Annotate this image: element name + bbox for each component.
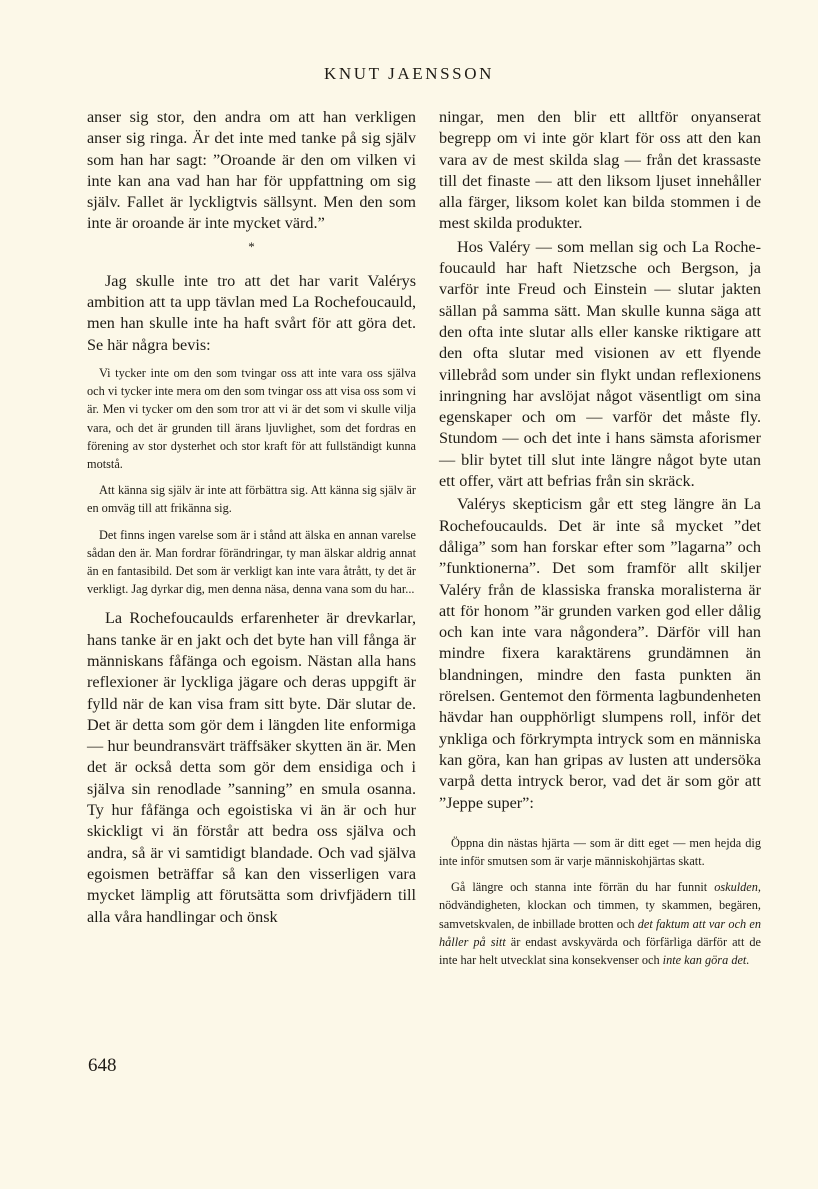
left-column xyxy=(87,107,416,928)
quote-text: är endast avskyvärda och förfärliga därför att de inte har helt utvecklat sina konsekvenser och xyxy=(439,934,761,968)
italic-phrase: inte kan göra det. xyxy=(662,953,750,968)
running-head: KNUT JAENSSON xyxy=(324,64,494,83)
italic-phrase: oskulden, xyxy=(714,880,761,895)
block-quote xyxy=(439,878,761,969)
right-column xyxy=(439,107,761,977)
paragraph: anser sig stor, den andra om att han verkligen anser sig ringa. Är det inte med tanke på sig själv som han har sagt: ”Oroande är den om vilken vi inte kan ana vad han har för uppfattning om sig själv. Fallet är lyckligtvis sällsynt. Men den som inte är oroande är inte mycket värd.” xyxy=(87,108,416,233)
block-quote: Det finns ingen varelse som är i stånd att älska en annan varelse sådan den är. Man fordrar förändringar, ty man älskar aldrig annat än en fantasibild. Det som är verkligt kan inte vara åtrått, ty det är verkligt. Jag dyrkar dig, men denna näsa, denna vana som du har... xyxy=(87,527,416,597)
paragraph: ningar, men den blir ett alltför onyanserat begrepp om vi inte gör klart för oss att den kan vara av de mest skilda slag — från det krassaste till det finaste — att den liksom ljuset innehåller alla färger, liksom kolet kan bilda stommen i de mest skilda produkter. xyxy=(439,108,761,233)
page-number: 648 xyxy=(88,1055,117,1076)
paragraph: Hos Valéry — som mellan sig och La Rochefoucauld har haft Nietzsche och Bergson, ja varför inte Freud och Einstein — slutar jakten sällan på samma sätt. Man skulle kunna säga att den ofta inte slutar alls eller kanske riktigare att den ofta slutar med visionen av ett flyende villebråd som under sin flykt undan reflexionens inringning har avslöjat något väsentligt om sina egenskaper och om — varför det måste fly. Stundom — och det inte i hans sämsta aforismer — blir bytet till slut inte längre något byte utan ett offer, värt att befrias från sin skräck. xyxy=(439,237,761,491)
quote-text: Gå längre och stanna inte förrän du har funnit xyxy=(451,880,715,895)
block-quote: Öppna din nästas hjärta — som är ditt eget — men hejda dig inte inför smutsen som är varje människohjärtas skatt. xyxy=(439,835,761,868)
quote-text: nödvändigheten, klockan och timmen, ty skammen, begären, samvetskvalen, de inbillade brotten och xyxy=(439,898,761,931)
paragraph: Valérys skepticism går ett steg längre än La Rochefoucaulds. Det är inte så mycket ”det dåliga” som han forskar efter som ”lagarna” och ”funktionerna”. Det som framför allt skiljer Valéry från de klassiska franska moralisterna är att för honom ”är grunden varken god eller dålig och kan inte vara någondera”. Därför vill han mindre fixera karaktärens grundämnen än blandningen, mindre den fasta punkten än rörelsen. Gentemot den förmenta lagbundenheten hävdar han oupphörligt slumpens roll, inför det ynkliga och förkrympta intryck som en människa kan göra, kan han gripas av lusten att undersöka varpå detta intryck beror, vad det är som gör att ”Jeppe super”: xyxy=(439,495,761,812)
paragraph: Jag skulle inte tro att det har varit Valérys ambition att ta upp tävlan med La Rochefoucauld, men han skulle inte ha haft svårt för att göra det. Se här några bevis: xyxy=(87,271,416,354)
paragraph: La Rochefoucaulds erfarenheter är drevkarlar, hans tanke är en jakt och det byte han vill fånga är människans fåfänga och egoism. Nästan alla hans reflexioner är lyckliga jägare och deras uppgift är fylld när de kan visa fram sitt byte. Där slutar de. Det är detta som gör dem i längden lite enformiga — hur beundransvärt träffsäker skytten än är. Men det är också detta som gör dem ensidiga och i själva sin renodlade ”sanning” en smula osanna. Ty hur fåfänga och egoistiska vi än är och hur skickligt vi än förstår att bedra oss själva och andra, så är vi samtidigt blandade. Och vad själva egoismen beträffar så kan den visserligen vara mycket lämplig att förutsätta som drivfjädern till alla våra handlingar och önsk xyxy=(87,609,416,926)
block-quote: Vi tycker inte om den som tvingar oss att inte vara oss själva och vi tycker inte mera om den som tvingar oss att visa oss som vi är. Men vi tycker om den som tror att vi är det som vi skulle vilja vara, och det är grunden till ärans ljuvlighet, som det fordras en förening av stor dysterhet och stor kraft för att fullständigt kunna motstå. xyxy=(87,365,416,471)
block-quote: Att känna sig själv är inte att förbättra sig. Att känna sig själv är en omväg till att frikänna sig. xyxy=(87,483,416,516)
section-separator: * xyxy=(248,238,255,254)
italic-phrase: det faktum att var och en håller på sitt xyxy=(439,916,761,949)
